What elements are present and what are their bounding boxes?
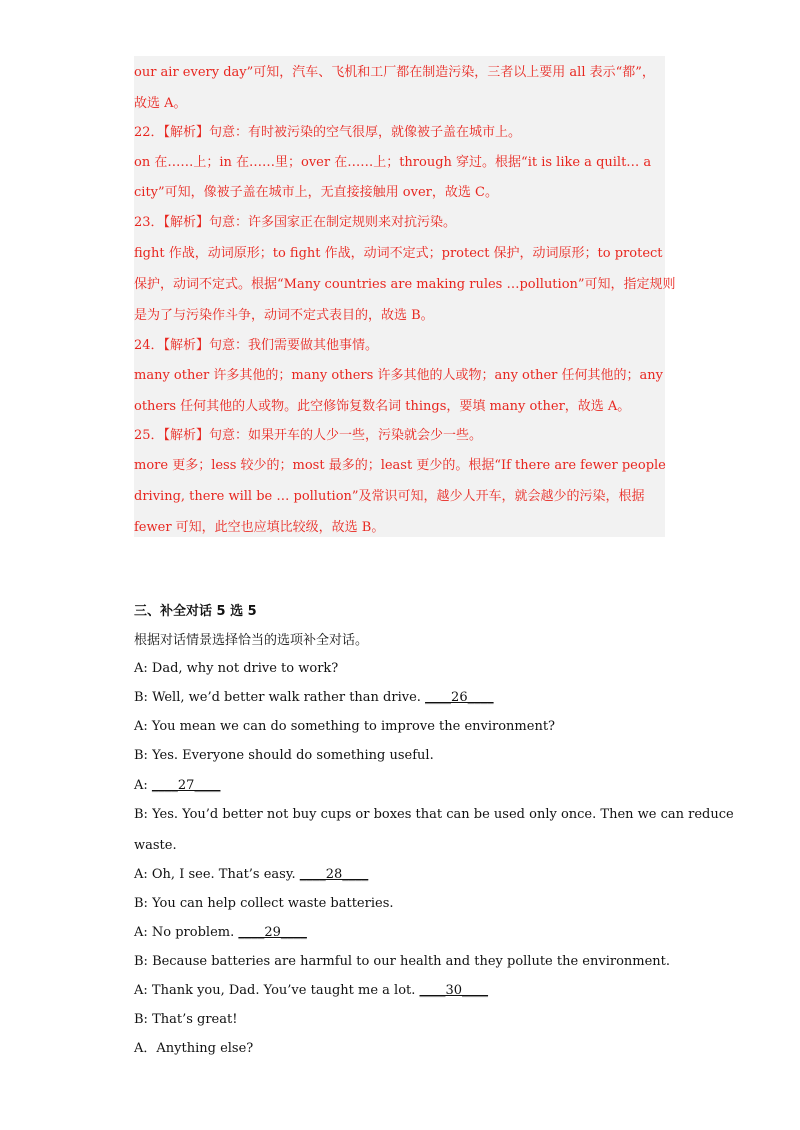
- explanation-line: fight 作战，动词原形；to fight 作战，动词不定式；protect 保护，动词原形；to protect: [134, 246, 663, 261]
- dialogue-line: A: ____27____: [134, 778, 221, 793]
- explanation-line: 保护，动词不定式。根据“Many countries are making rules …pollution”可知，指定规则: [134, 277, 676, 292]
- explanation-line: many other 许多其他的；many others 许多其他的人或物；any other 任何其他的；any: [134, 368, 663, 383]
- explanation-heading-24: 24．【解析】句意：我们需要做其他事情。: [134, 338, 379, 353]
- explanation-heading-25: 25．【解析】句意：如果开车的人少一些，污染就会少一些。: [134, 428, 483, 443]
- blank-27: ____27____: [151, 778, 221, 793]
- explanation-heading-22: 22．【解析】句意：有时被污染的空气很厚，就像被子盖在城市上。: [134, 125, 522, 140]
- explanation-line: city”可知，像被子盖在城市上，无直接接触用 over，故选 C。: [134, 185, 498, 200]
- dialogue-line: A: No problem. ____29____: [134, 925, 307, 940]
- explanation-line: our air every day”可知，汽车、飞机和工厂都在制造污染，三者以上要用 all 表示“都”，: [134, 65, 655, 80]
- explanation-heading-23: 23．【解析】句意：许多国家正在制定规则来对抗污染。: [134, 215, 457, 230]
- blank-28: ____28____: [299, 867, 369, 882]
- blank-30: ____30____: [419, 983, 489, 998]
- blank-29: ____29____: [238, 925, 307, 940]
- explanation-line: others 任何其他的人或物。此空修饰复数名词 things，要填 many other，故选 A。: [134, 399, 631, 414]
- section-title: 三、补全对话 5 选 5: [134, 604, 257, 619]
- dialogue-line: B: Because batteries are harmful to our health and they pollute the environment.: [134, 954, 671, 969]
- explanation-line: more 更多；less 较少的；most 最多的；least 更少的。根据“If there are fewer people: [134, 458, 666, 473]
- blank-26: ____26____: [425, 690, 494, 705]
- dialogue-line: A: Thank you, Dad. You’ve taught me a lot. ____30____: [134, 983, 489, 998]
- option-a: A．Anything else?: [134, 1041, 254, 1056]
- explanation-line: fewer 可知，此空也应填比较级，故选 B。: [134, 520, 385, 535]
- dialogue-line: A: Dad, why not drive to work?: [134, 661, 339, 676]
- section-instruction: 根据对话情景选择恰当的选项补全对话。: [134, 633, 369, 648]
- dialogue-line: B: That’s great!: [134, 1012, 238, 1027]
- explanation-line: 故选 A。: [134, 96, 187, 111]
- dialogue-line: A: You mean we can do something to improve the environment?: [134, 719, 556, 734]
- explanation-line: on 在……上；in 在……里；over 在……上；through 穿过。根据“it is like a quilt… a: [134, 155, 652, 170]
- explanation-line: 是为了与污染作斗争，动词不定式表目的，故选 B。: [134, 308, 434, 323]
- explanation-line: driving, there will be … pollution”及常识可知，越少人开车，就会越少的污染，根据: [134, 489, 645, 504]
- dialogue-line: waste.: [134, 838, 177, 853]
- dialogue-line: B: Yes. Everyone should do something useful.: [134, 748, 434, 763]
- dialogue-line: A: Oh, I see. That’s easy. ____28____: [134, 867, 369, 882]
- dialogue-line: B: You can help collect waste batteries.: [134, 896, 394, 911]
- dialogue-line: B: Well, we’d better walk rather than drive. ____26____: [134, 690, 494, 705]
- dialogue-line: B: Yes. You’d better not buy cups or boxes that can be used only once. Then we can reduce: [134, 807, 734, 822]
